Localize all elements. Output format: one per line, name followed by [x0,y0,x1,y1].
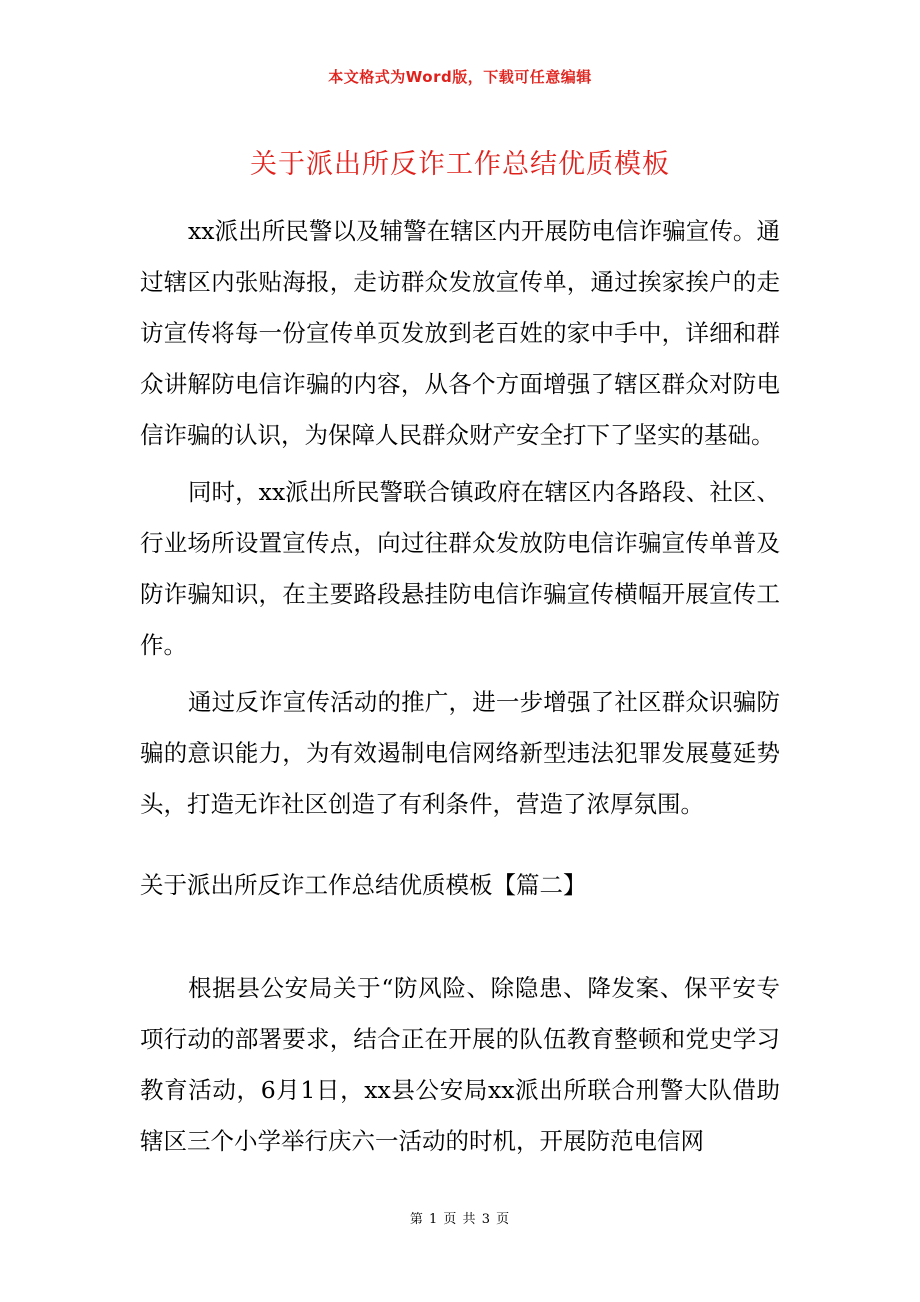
body-paragraph-1: xx派出所民警以及辅警在辖区内开展防电信诈骗宣传。通过辖区内张贴海报，走访群众发放宣传单，通过挨家挨户的走访宣传将每一份宣传单页发放到老百姓的家中手中，详细和群众讲解防电信诈骗的内容，从各个方面增强了辖区群众对防电信诈骗的认识，为保障人民群众财产安全打下了坚实的基础。 [140,217,780,449]
page-footer: 第 1 页 共 3 页 [409,1212,511,1227]
body-paragraph-3: 通过反诈宣传活动的推广，进一步增强了社区群众识骗防骗的意识能力，为有效遏制电信网络新型违法犯罪发展蔓延势头，打造无诈社区创造了有利条件，营造了浓厚氛围。 [140,688,780,818]
header-note: 本文格式为Word版，下载可任意编辑 [328,68,592,86]
body-paragraph-2: 同时，xx派出所民警联合镇政府在辖区内各路段、社区、行业场所设置宣传点，向过往群众发放防电信诈骗宣传单普及防诈骗知识，在主要路段悬挂防电信诈骗宣传横幅开展宣传工作。 [140,478,780,659]
document-title: 关于派出所反诈工作总结优质模板 [250,149,670,180]
document-body [140,206,780,1173]
section-heading: 关于派出所反诈工作总结优质模板【篇二】 [140,871,587,899]
section-paragraph-1: 根据县公安局关于“防风险、除隐患、降发案、保平安专项行动的部署要求，结合正在开展的队伍教育整顿和党史学习教育活动，6月1日，xx县公安局xx派出所联合刑警大队借助辖区三个小学举行庆六一活动的时机，开展防范电信网 [140,974,780,1155]
